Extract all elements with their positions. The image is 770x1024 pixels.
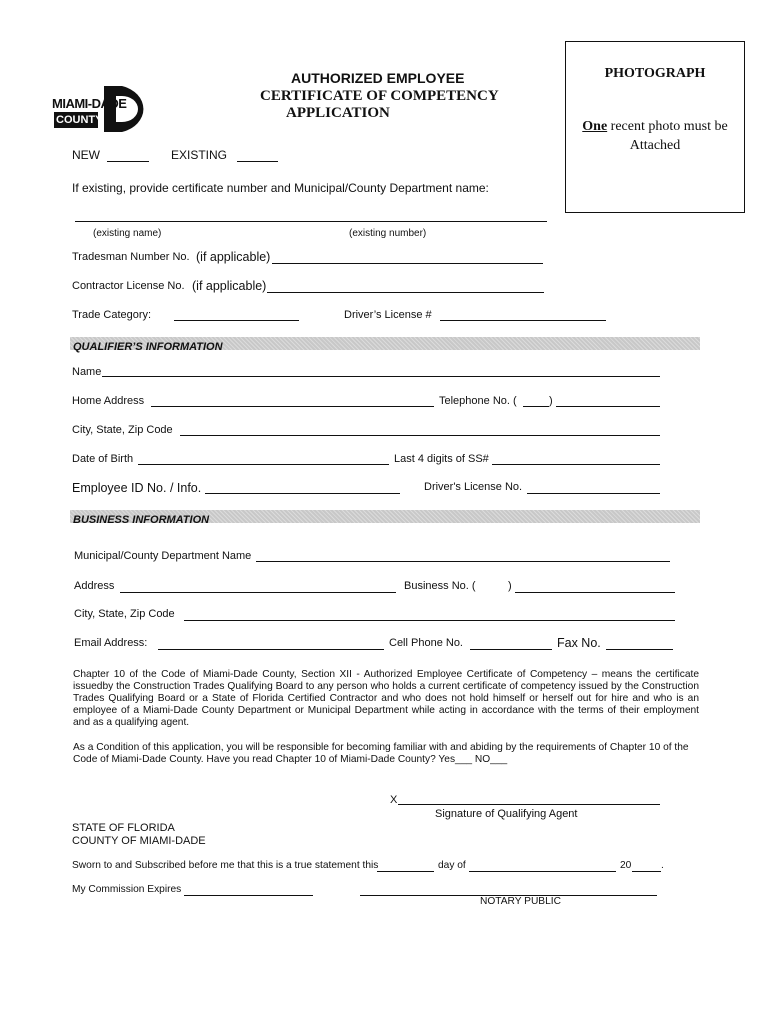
telephone-close-paren: ) (549, 395, 553, 407)
county-label: COUNTY OF MIAMI-DADE (72, 835, 206, 847)
signature-x: X (390, 794, 398, 806)
trade-category-field[interactable] (174, 320, 299, 321)
telephone-label: Telephone No. ( (439, 395, 517, 407)
qualifier-drivers-license-field[interactable] (527, 493, 660, 494)
dept-name-field[interactable] (256, 561, 670, 562)
sworn-day-field[interactable] (469, 871, 616, 872)
home-address-label: Home Address (72, 395, 145, 407)
photograph-title: PHOTOGRAPH (604, 66, 706, 81)
commission-label: My Commission Expires (72, 884, 182, 895)
dob-label: Date of Birth (72, 453, 134, 465)
new-field[interactable] (107, 161, 149, 162)
page-subtitle-2: APPLICATION (286, 105, 390, 121)
logo-line2: COUNTY (56, 114, 103, 126)
business-city-label: City, State, Zip Code (74, 608, 175, 620)
existing-prompt: If existing, provide certificate number and Municipal/County Department name: (72, 181, 489, 195)
condition-line-1: As a Condition of this application, you will be responsible for becoming familiar with and abiding by the requirements of Chapter 10 of the (73, 742, 689, 753)
existing-label: EXISTING (171, 148, 228, 162)
qualifier-section-bar (70, 337, 700, 353)
cell-phone-label: Cell Phone No. (389, 637, 463, 649)
contractor-license-field[interactable] (267, 292, 544, 293)
contractor-if-applicable: (if applicable) (192, 279, 267, 293)
sworn-this-field[interactable] (377, 871, 434, 872)
telephone-area-code-field[interactable] (523, 406, 549, 407)
sworn-period: . (661, 860, 664, 871)
photograph-note-text: recent photo must be (607, 119, 728, 134)
employee-id-field[interactable] (205, 493, 400, 494)
photograph-note-line2: Attached (629, 138, 681, 153)
dob-field[interactable] (138, 464, 389, 465)
fax-label: Fax No. (557, 636, 601, 650)
photograph-box[interactable] (565, 41, 745, 213)
dept-name-label: Municipal/County Department Name (74, 550, 252, 562)
logo-line1: MIAMI-DADE (52, 96, 127, 111)
existing-field[interactable] (237, 161, 278, 162)
qualifier-name-label: Name (72, 366, 102, 378)
home-address-field[interactable] (151, 406, 434, 407)
ss-field[interactable] (492, 464, 660, 465)
existing-name-number-field[interactable] (75, 221, 547, 222)
business-no-field[interactable] (515, 592, 675, 593)
qualifier-heading: QUALIFIER’S INFORMATION (73, 341, 223, 353)
sworn-year-field[interactable] (632, 871, 661, 872)
business-no-label: Business No. ( (404, 580, 476, 592)
chapter-paragraph: Chapter 10 of the Code of Miami-Dade County, Section XII - Authorized Employee Certificate of Competency – means the certificate issuedby the Construction Trades Qualifying Board to any person who holds a current certificate of competency issued by the Construction Trades Qualifying Board or a State of Florida Certified Contractor and who does not hold himself or herself out for hire and who is an employee of a Miami-Dade County Department or Municipal Department while acting in accordance with the terms of their employment and as a qualifying agent. (73, 669, 699, 728)
business-city-field[interactable] (184, 620, 675, 621)
fax-field[interactable] (606, 649, 673, 650)
business-address-label: Address (74, 580, 115, 592)
state-label: STATE OF FLORIDA (72, 822, 175, 834)
cell-phone-field[interactable] (470, 649, 552, 650)
email-label: Email Address: (74, 637, 148, 649)
email-field[interactable] (158, 649, 384, 650)
commission-field[interactable] (184, 895, 313, 896)
signature-caption: Signature of Qualifying Agent (435, 808, 578, 820)
business-heading: BUSINESS INFORMATION (73, 514, 210, 526)
qualifier-name-field[interactable] (102, 376, 660, 377)
miami-dade-logo (52, 84, 154, 134)
condition-line-2: Code of Miami-Dade County. Have you read Chapter 10 of Miami-Dade County? Yes___ NO___ (73, 754, 508, 765)
page-title: AUTHORIZED EMPLOYEE (291, 70, 465, 86)
qualifier-drivers-license-label: Driver's License No. (424, 481, 523, 493)
new-label: NEW (72, 148, 100, 162)
business-address-field[interactable] (120, 592, 396, 593)
page-subtitle: CERTIFICATE OF COMPETENCY (260, 88, 499, 104)
qualifier-city-field[interactable] (180, 435, 660, 436)
sworn-text: Sworn to and Subscribed before me that this is a true statement this (72, 860, 379, 871)
drivers-license-hash-label: Driver’s License # (344, 309, 432, 321)
business-section-bar (70, 510, 700, 526)
tradesman-if-applicable: (if applicable) (196, 250, 271, 264)
sworn-day-of: day of (438, 860, 466, 871)
drivers-license-hash-field[interactable] (440, 320, 606, 321)
ss-label: Last 4 digits of SS# (394, 453, 489, 465)
notary-caption: NOTARY PUBLIC (480, 896, 561, 907)
contractor-label: Contractor License No. (72, 280, 185, 292)
photograph-note-emphasis: One (582, 119, 608, 134)
business-no-close-paren: ) (508, 580, 512, 592)
trade-category-label: Trade Category: (72, 309, 152, 321)
tradesman-label: Tradesman Number No. (72, 251, 190, 263)
qualifier-city-label: City, State, Zip Code (72, 424, 173, 436)
employee-id-label: Employee ID No. / Info. (72, 481, 202, 495)
telephone-number-field[interactable] (556, 406, 660, 407)
sworn-year-prefix: 20 (620, 860, 632, 871)
signature-field[interactable] (398, 804, 660, 805)
tradesman-number-field[interactable] (272, 263, 543, 264)
existing-number-caption: (existing number) (349, 228, 427, 239)
photograph-note (566, 119, 744, 135)
existing-name-caption: (existing name) (93, 228, 162, 239)
